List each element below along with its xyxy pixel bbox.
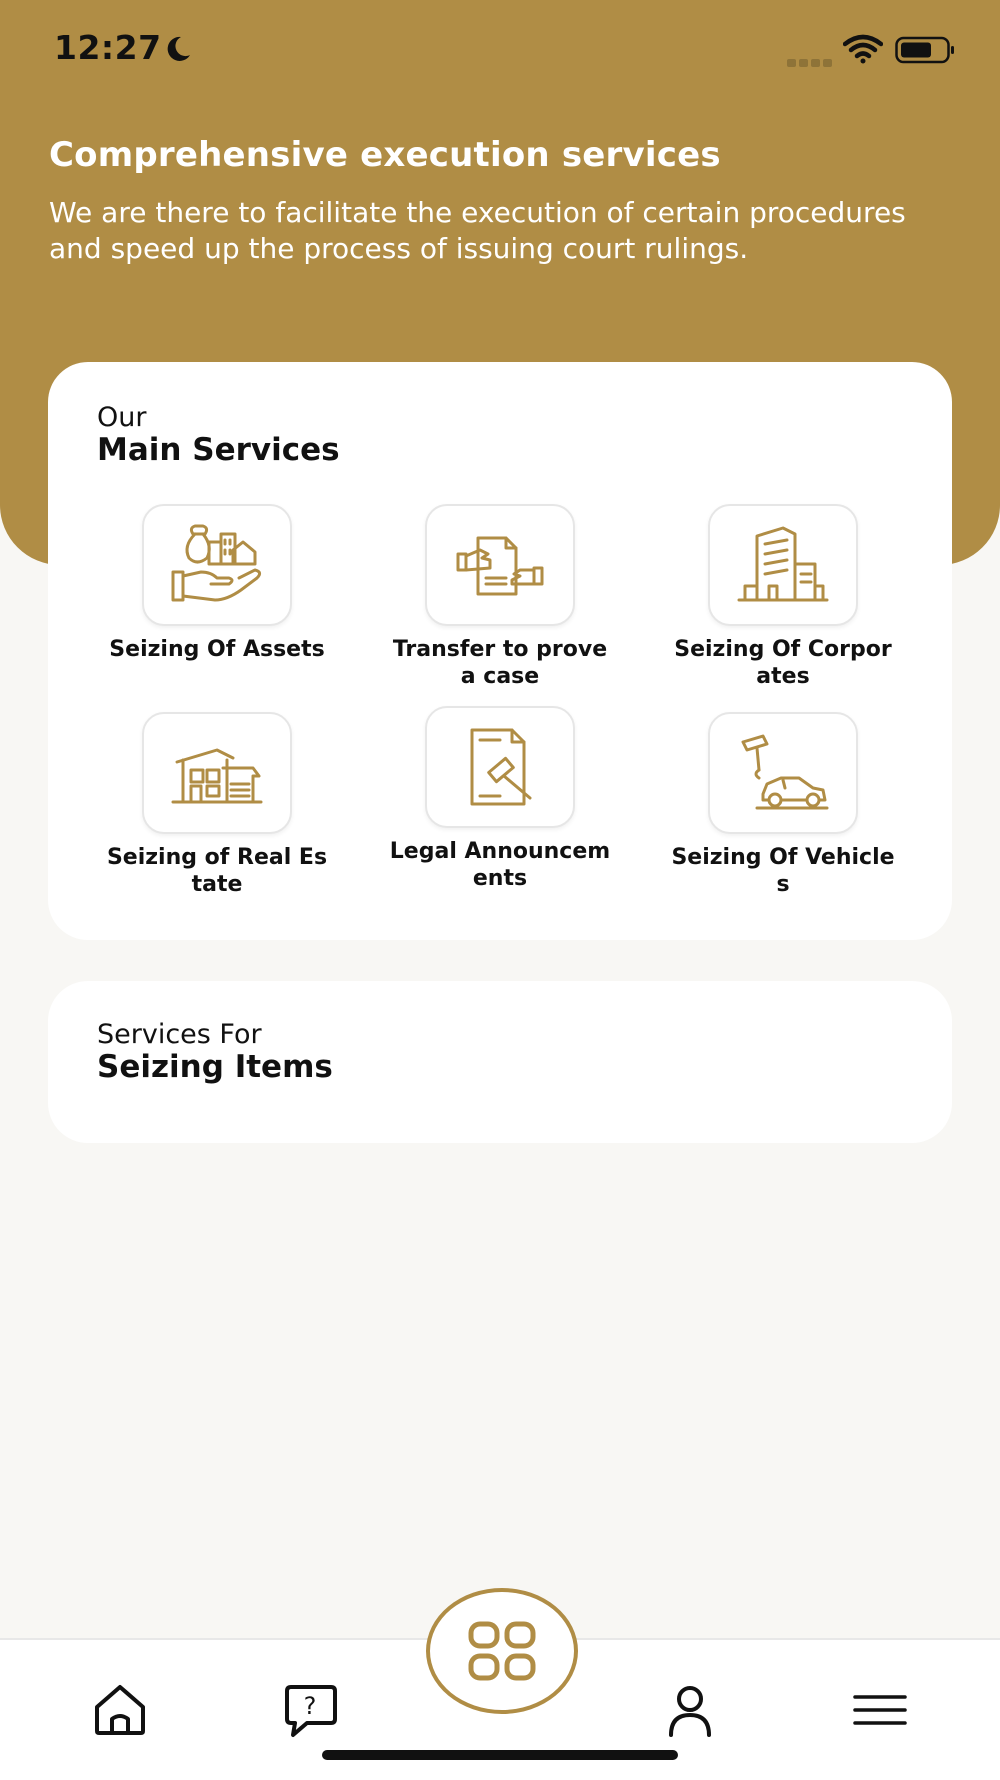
tow-car-icon bbox=[733, 728, 833, 818]
tab-home[interactable] bbox=[80, 1670, 160, 1750]
service-icon-box bbox=[708, 504, 858, 626]
service-label: Seizing Of Vehicles bbox=[671, 845, 895, 897]
gavel-document-icon bbox=[450, 722, 550, 812]
service-seizing-of-corporates[interactable] bbox=[658, 504, 908, 690]
house-icon bbox=[167, 728, 267, 818]
cellular-signal-icon bbox=[787, 52, 835, 60]
tab-menu[interactable] bbox=[840, 1670, 920, 1750]
service-icon-box bbox=[425, 706, 575, 828]
tab-help[interactable] bbox=[270, 1670, 350, 1750]
main-services-subtitle: Our bbox=[97, 402, 147, 433]
service-label: Seizing Of Assets bbox=[109, 637, 325, 662]
service-seizing-of-real-estate[interactable] bbox=[92, 712, 342, 898]
wifi-icon bbox=[843, 34, 883, 64]
hero-description: We are there to facilitate the execution of certain procedures and speed up the process of issuing court rulings. bbox=[49, 196, 906, 265]
seizing-items-subtitle: Services For bbox=[97, 1019, 262, 1050]
service-transfer-to-prove-a-case[interactable] bbox=[375, 504, 625, 690]
service-icon-box bbox=[142, 504, 292, 626]
seizing-items-card[interactable] bbox=[48, 981, 952, 1143]
main-services-card bbox=[48, 362, 952, 940]
service-seizing-of-vehicles[interactable] bbox=[658, 712, 908, 898]
profile-icon bbox=[661, 1681, 719, 1739]
service-seizing-of-assets[interactable] bbox=[92, 504, 342, 663]
menu-icon bbox=[851, 1681, 909, 1739]
service-label: Seizing Of Corporates bbox=[674, 637, 892, 689]
document-transfer-icon bbox=[450, 520, 550, 610]
service-icon-box bbox=[708, 712, 858, 834]
corporate-building-icon bbox=[733, 520, 833, 610]
service-icon-box bbox=[142, 712, 292, 834]
tab-profile[interactable] bbox=[650, 1670, 730, 1750]
main-services-title: Main Services bbox=[97, 432, 340, 468]
home-indicator[interactable] bbox=[322, 1750, 678, 1760]
svg-text:?: ? bbox=[303, 1692, 317, 1720]
moon-icon bbox=[163, 34, 193, 64]
service-icon-box bbox=[425, 504, 575, 626]
hero-title: Comprehensive execution services bbox=[49, 135, 721, 175]
battery-icon bbox=[895, 36, 957, 64]
services-grid-button[interactable] bbox=[426, 1588, 578, 1714]
status-bar bbox=[0, 0, 1000, 100]
help-chat-icon bbox=[281, 1681, 339, 1739]
grid-icon bbox=[467, 1621, 537, 1681]
hand-assets-icon bbox=[167, 520, 267, 610]
seizing-items-title: Seizing Items bbox=[97, 1049, 333, 1085]
service-label: Seizing of Real Estate bbox=[106, 845, 328, 897]
home-icon bbox=[91, 1681, 149, 1739]
status-time: 12:27 bbox=[54, 28, 162, 67]
service-label: Legal Announcements bbox=[389, 839, 611, 891]
service-legal-announcements[interactable] bbox=[375, 706, 625, 892]
service-label: Transfer to prove a case bbox=[392, 637, 608, 689]
